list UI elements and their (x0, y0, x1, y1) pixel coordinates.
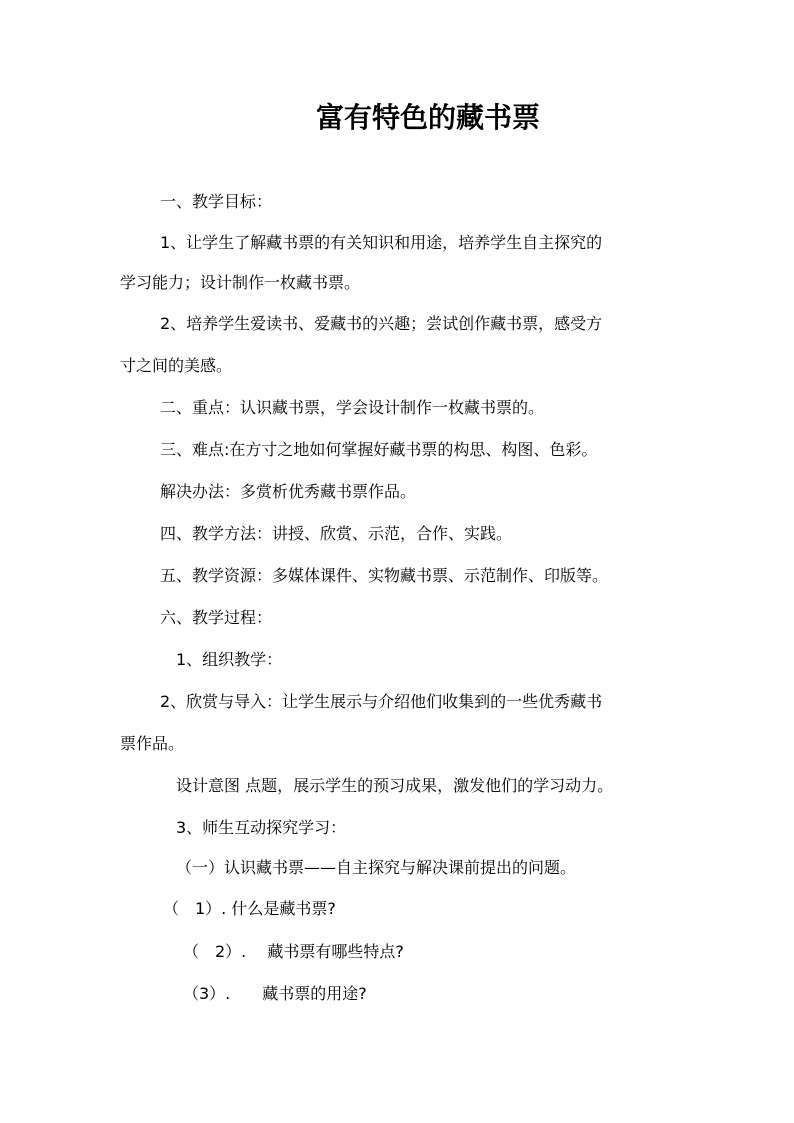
question-item: （3）. 藏书票的用途? (183, 984, 367, 1003)
paragraph-line: 寸之间的美感。 (120, 356, 233, 375)
list-item: 3、师生互动探究学习： (176, 818, 347, 837)
section-objectives-heading: 一、教学目标： (160, 192, 273, 211)
paragraph-line: 2、欣赏与导入：让学生展示与介绍他们收集到的一些优秀藏书 (160, 692, 603, 711)
paragraph-line: 票作品。 (120, 734, 185, 753)
section-process-heading: 六、教学过程： (160, 608, 273, 627)
document-title: 富有特色的藏书票 (315, 101, 540, 134)
list-item: （一）认识藏书票——自主探究与解决课前提出的问题。 (176, 858, 577, 877)
paragraph-line: 学习能力；设计制作一枚藏书票。 (120, 273, 361, 292)
list-item: 1、组织教学： (176, 650, 283, 669)
design-intent-line: 设计意图 点题，展示学生的预习成果，激发他们的学习动力。 (176, 776, 614, 795)
section-resources: 五、教学资源：多媒体课件、实物藏书票、示范制作、印版等。 (160, 566, 609, 585)
question-item: （ 1）. 什么是藏书票? (163, 899, 336, 918)
section-difficulties: 三、难点:在方寸之地如何掌握好藏书票的构思、构图、色彩。 (160, 440, 598, 459)
paragraph-line: 1、让学生了解藏书票的有关知识和用途，培养学生自主探究的 (160, 233, 603, 252)
paragraph-line: 解决办法：多赏析优秀藏书票作品。 (160, 482, 417, 501)
paragraph-line: 2、培养学生爱读书、爱藏书的兴趣；尝试创作藏书票，感受方 (160, 314, 603, 333)
section-key-points: 二、重点：认识藏书票，学会设计制作一枚藏书票的。 (160, 398, 545, 417)
question-item: （ 2）. 藏书票有哪些特点? (183, 942, 404, 961)
section-methods: 四、教学方法：讲授、欣赏、示范，合作、实践。 (160, 524, 513, 543)
